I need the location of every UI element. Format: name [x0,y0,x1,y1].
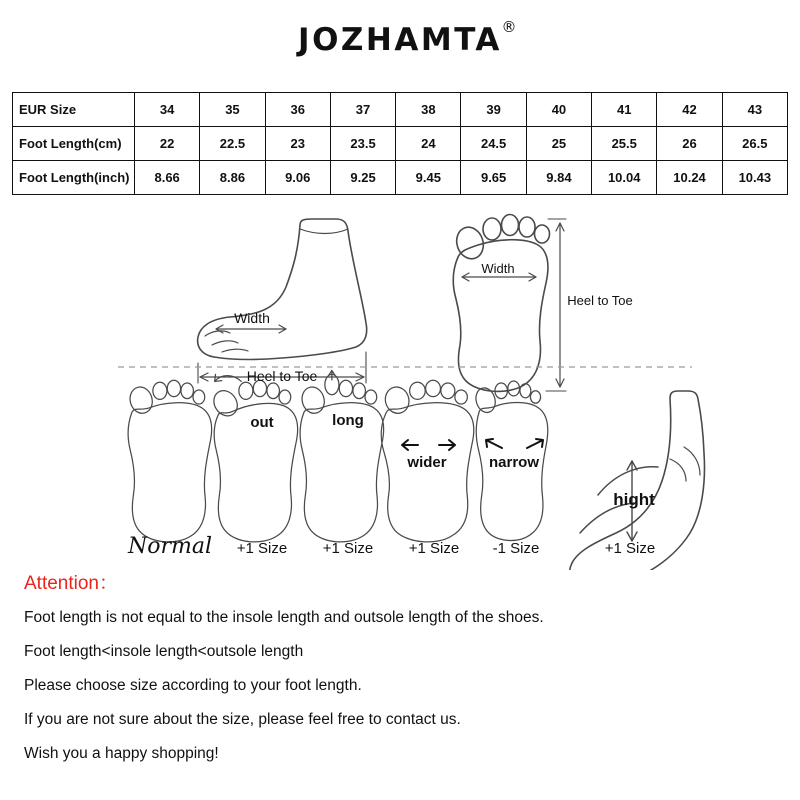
table-cell: 24.5 [461,127,526,161]
table-cell: 9.45 [396,161,461,195]
top-view-width-label: Width [481,261,515,276]
foot-type-caption-hight: +1 Size [604,540,656,557]
table-cell: 8.66 [135,161,200,195]
table-cell: 10.04 [592,161,657,195]
side-view-length-label: Heel to Toe [246,368,318,384]
table-cell: 38 [396,93,461,127]
attention-title: Attention： [24,573,118,594]
foot-type-marker-out: out [250,414,274,431]
table-cell: 22 [135,127,200,161]
side-view-width-label: Width [234,310,270,326]
table-row [13,93,788,127]
table-cell: 26.5 [722,127,787,161]
attention-line: Please choose size according to your foot length. [24,677,362,694]
foot-type-marker-long: long [332,412,364,429]
table-cell: 41 [592,93,657,127]
size-table [12,92,788,195]
brand-name-text: JOZHAMTA [298,22,502,58]
attention-block [24,568,780,779]
row-header-foot-length-inch: Foot Length(inch) [13,161,135,195]
foot-type-marker-narrow: narrow [488,454,540,471]
table-cell: 9.84 [526,161,591,195]
table-cell: 9.06 [265,161,330,195]
table-cell: 10.24 [657,161,722,195]
table-cell: 26 [657,127,722,161]
table-row [13,161,788,195]
table-cell: 9.65 [461,161,526,195]
attention-line: Foot length<insole length<outsole length [24,643,304,660]
table-row [13,127,788,161]
registered-trademark-icon: ® [501,18,519,36]
table-cell: 8.86 [200,161,265,195]
table-cell: 24 [396,127,461,161]
attention-line: Wish you a happy shopping! [24,745,219,762]
table-cell: 22.5 [200,127,265,161]
table-cell: 37 [330,93,395,127]
foot-type-marker-hight: hight [613,490,655,509]
table-cell: 23.5 [330,127,395,161]
attention-line: Foot length is not equal to the insole length and outsole length of the shoes. [24,609,544,626]
table-cell: 9.25 [330,161,395,195]
top-view-length-label: Heel to Toe [567,293,633,308]
table-cell: 25 [526,127,591,161]
brand-name [298,18,519,58]
table-cell: 10.43 [722,161,787,195]
row-header-eur-size: EUR Size [13,93,135,127]
table-cell: 35 [200,93,265,127]
attention-line: If you are not sure about the size, please feel free to contact us. [24,711,461,728]
foot-type-caption-out: +1 Size [236,540,288,557]
foot-type-marker-wider: wider [407,454,447,471]
foot-type-caption-narrow: -1 Size [492,540,540,557]
foot-type-caption-normal: Normal [127,534,213,559]
foot-type-caption-wider: +1 Size [408,540,460,557]
table-cell: 43 [722,93,787,127]
foot-type-caption-long: +1 Size [322,540,374,557]
table-cell: 39 [461,93,526,127]
brand-header [0,0,800,58]
foot-measurement-diagram [0,205,800,570]
row-header-foot-length-cm: Foot Length(cm) [13,127,135,161]
table-cell: 34 [135,93,200,127]
table-cell: 23 [265,127,330,161]
table-cell: 36 [265,93,330,127]
table-cell: 42 [657,93,722,127]
table-cell: 40 [526,93,591,127]
table-cell: 25.5 [592,127,657,161]
